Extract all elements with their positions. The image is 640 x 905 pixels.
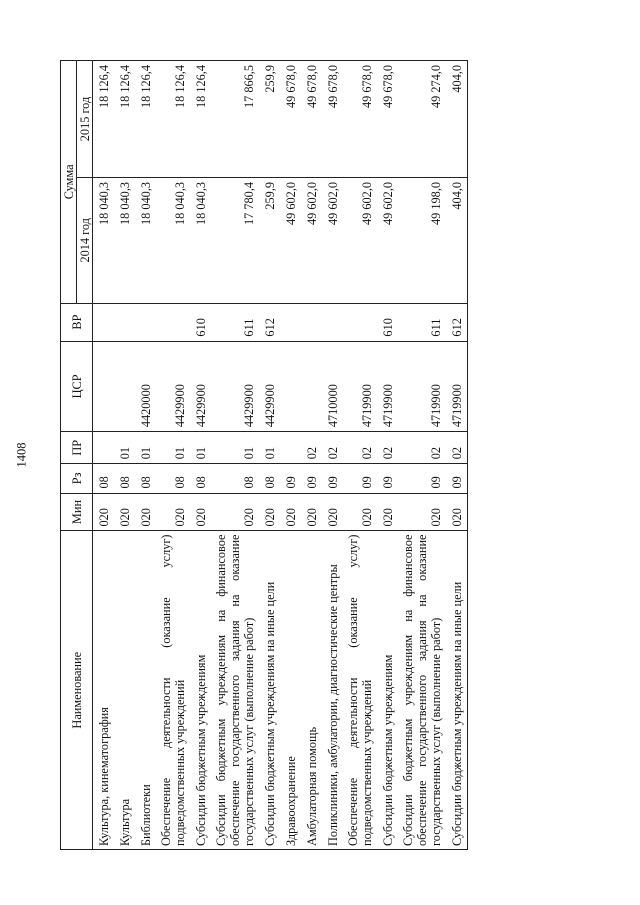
row-rz: 09: [446, 464, 468, 493]
row-min: 020: [377, 493, 398, 531]
header-sum: Сумма: [61, 61, 77, 304]
row-csr: 4429900: [259, 341, 280, 432]
row-rz: 08: [135, 464, 156, 493]
row-pr: 01: [135, 432, 156, 464]
row-vr: 610: [190, 303, 211, 341]
row-csr: 4420000: [135, 341, 156, 432]
table-row: [301, 61, 322, 850]
table-row: [93, 61, 115, 850]
row-min: 020: [211, 493, 259, 531]
row-csr: 4719900: [377, 341, 398, 432]
row-vr: [322, 303, 343, 341]
row-csr: 4719900: [343, 341, 377, 432]
row-value-2015: 49 678,0: [322, 61, 343, 178]
table-row: [135, 61, 156, 850]
row-csr: [301, 341, 322, 432]
row-vr: 611: [398, 303, 446, 341]
table-row: [446, 61, 468, 850]
header-min: Мин: [61, 493, 93, 531]
row-csr: 4719900: [446, 341, 468, 432]
row-pr: 02: [446, 432, 468, 464]
row-vr: [135, 303, 156, 341]
row-csr: [280, 341, 301, 432]
table-row: [343, 61, 377, 850]
row-name: Амбулаторная помощь: [301, 531, 322, 850]
row-name: Культура, кинематография: [93, 531, 115, 850]
row-name: Обеспечение деятельности (оказание услуг) подведомственных учреждений: [343, 531, 377, 850]
row-rz: 09: [301, 464, 322, 493]
row-vr: [301, 303, 322, 341]
row-min: 020: [93, 493, 115, 531]
row-name: Обеспечение деятельности (оказание услуг) подведомственных учреждений: [156, 531, 190, 850]
row-csr: 4719900: [398, 341, 446, 432]
header-vr: ВР: [61, 303, 93, 341]
row-value-2015: 49 678,0: [280, 61, 301, 178]
row-value-2015: 49 678,0: [343, 61, 377, 178]
row-value-2015: 18 126,4: [93, 61, 115, 178]
row-value-2014: 18 040,3: [156, 177, 190, 303]
row-rz: 09: [322, 464, 343, 493]
row-value-2014: 49 198,0: [398, 177, 446, 303]
row-value-2015: 49 678,0: [377, 61, 398, 178]
table-row: [280, 61, 301, 850]
table-row: [114, 61, 135, 850]
row-value-2015: 259,9: [259, 61, 280, 178]
row-value-2015: 18 126,4: [114, 61, 135, 178]
row-pr: [93, 432, 115, 464]
row-csr: 4710000: [322, 341, 343, 432]
row-value-2014: 18 040,3: [190, 177, 211, 303]
row-pr: 01: [190, 432, 211, 464]
row-pr: 01: [211, 432, 259, 464]
row-value-2014: 49 602,0: [280, 177, 301, 303]
row-name: Субсидии бюджетным учреждениям на финансовое обеспечение государственного задания на оказание государственных услуг (выполнение работ): [211, 531, 259, 850]
row-rz: 08: [156, 464, 190, 493]
table-row: [322, 61, 343, 850]
row-vr: 612: [446, 303, 468, 341]
row-pr: 01: [114, 432, 135, 464]
row-min: 020: [398, 493, 446, 531]
row-vr: [343, 303, 377, 341]
row-min: 020: [446, 493, 468, 531]
row-vr: [93, 303, 115, 341]
row-csr: 4429900: [190, 341, 211, 432]
header-year-2014: 2014 год: [77, 177, 93, 303]
row-pr: 02: [301, 432, 322, 464]
row-pr: 02: [398, 432, 446, 464]
row-name: Субсидии бюджетным учреждениям на иные цели: [259, 531, 280, 850]
row-value-2015: 18 126,4: [135, 61, 156, 178]
table-row: [259, 61, 280, 850]
header-rz: Рз: [61, 464, 93, 493]
row-rz: 09: [398, 464, 446, 493]
row-value-2014: 49 602,0: [322, 177, 343, 303]
table-row: [156, 61, 190, 850]
row-min: 020: [301, 493, 322, 531]
row-name: Библиотеки: [135, 531, 156, 850]
row-value-2015: 18 126,4: [156, 61, 190, 178]
row-vr: [156, 303, 190, 341]
row-csr: [114, 341, 135, 432]
row-value-2015: 404,0: [446, 61, 468, 178]
row-name: Поликлиники, амбулатории, диагностические центры: [322, 531, 343, 850]
row-rz: 08: [211, 464, 259, 493]
row-value-2014: 17 780,4: [211, 177, 259, 303]
header-pr: ПР: [61, 432, 93, 464]
row-pr: 02: [322, 432, 343, 464]
row-rz: 08: [114, 464, 135, 493]
row-value-2014: 18 040,3: [93, 177, 115, 303]
row-value-2015: 18 126,4: [190, 61, 211, 178]
row-name: Здравоохранение: [280, 531, 301, 850]
row-rz: 09: [343, 464, 377, 493]
row-pr: [280, 432, 301, 464]
row-min: 020: [280, 493, 301, 531]
table-row: [398, 61, 446, 850]
row-pr: 01: [156, 432, 190, 464]
budget-table: [60, 60, 468, 850]
row-pr: 02: [377, 432, 398, 464]
row-value-2014: 404,0: [446, 177, 468, 303]
row-min: 020: [343, 493, 377, 531]
row-value-2015: 49 274,0: [398, 61, 446, 178]
row-min: 020: [156, 493, 190, 531]
row-rz: 08: [259, 464, 280, 493]
row-csr: 4429900: [156, 341, 190, 432]
table-row: [377, 61, 398, 850]
row-name: Культура: [114, 531, 135, 850]
row-value-2014: 18 040,3: [135, 177, 156, 303]
rotated-table-wrapper: [60, 60, 580, 850]
row-value-2014: 49 602,0: [377, 177, 398, 303]
table-row: [211, 61, 259, 850]
row-min: 020: [259, 493, 280, 531]
row-rz: 08: [190, 464, 211, 493]
row-csr: [93, 341, 115, 432]
row-vr: 611: [211, 303, 259, 341]
row-rz: 09: [377, 464, 398, 493]
row-vr: 610: [377, 303, 398, 341]
row-csr: 4429900: [211, 341, 259, 432]
row-value-2014: 49 602,0: [301, 177, 322, 303]
row-name: Субсидии бюджетным учреждениям: [377, 531, 398, 850]
row-vr: 612: [259, 303, 280, 341]
row-name: Субсидии бюджетным учреждениям на иные цели: [446, 531, 468, 850]
table-body: [93, 61, 468, 850]
row-pr: 01: [259, 432, 280, 464]
row-rz: 09: [280, 464, 301, 493]
row-pr: 02: [343, 432, 377, 464]
row-value-2015: 17 866,5: [211, 61, 259, 178]
header-name: Наименование: [61, 531, 93, 850]
row-name: Субсидии бюджетным учреждениям: [190, 531, 211, 850]
header-year-2015: 2015 год: [77, 61, 93, 178]
header-csr: ЦСР: [61, 341, 93, 432]
row-vr: [114, 303, 135, 341]
row-min: 020: [114, 493, 135, 531]
row-min: 020: [322, 493, 343, 531]
row-min: 020: [135, 493, 156, 531]
row-vr: [280, 303, 301, 341]
row-value-2014: 259,9: [259, 177, 280, 303]
row-min: 020: [190, 493, 211, 531]
row-value-2014: 18 040,3: [114, 177, 135, 303]
row-value-2015: 49 678,0: [301, 61, 322, 178]
table-row: [190, 61, 211, 850]
page-number: 1408: [14, 442, 29, 468]
row-name: Субсидии бюджетным учреждениям на финансовое обеспечение государственного задания на оказание государственных услуг (выполнение работ): [398, 531, 446, 850]
row-rz: 08: [93, 464, 115, 493]
row-value-2014: 49 602,0: [343, 177, 377, 303]
